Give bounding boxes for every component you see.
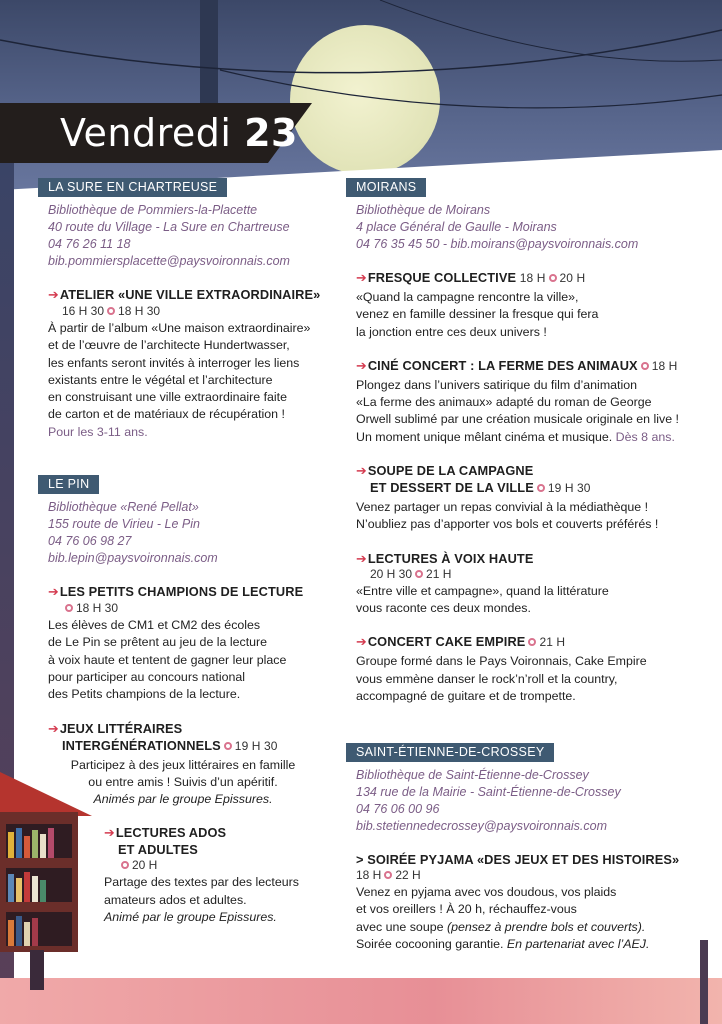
library-email: bib.lepin@paysvoironnais.com [48,551,218,566]
day-number: 23 [244,111,298,155]
event-audience: Pour les 3-11 ans. [48,424,148,439]
library-info [356,202,696,253]
library-contact: 04 76 35 45 50 - bib.moirans@paysvoironnais.com [356,237,639,251]
event-description: Plongez dans l’univers satirique du film d’animation «La ferme des animaux» adapté du roman de George Orwell sublimé par une création musicale originale en live ! Un moment unique mêlant cinéma et musique. Dès 8 ans. [356,377,679,444]
time-dot-icon [224,742,232,750]
event-fresque [356,269,696,341]
event-lectures-voix-haute [356,550,696,618]
event-time: 20 H [104,858,328,872]
event-time: 21 H [539,635,566,650]
event-title-line-2: ET DESSERT DE LA VILLE 19 H 30 [370,480,591,496]
event-audience: Dès 8 ans. [615,429,675,444]
time-dot-icon [549,274,557,282]
event-description: «Entre ville et campagne», quand la littérature vous raconte ces deux mondes. [356,583,609,615]
time-dot-icon [528,638,536,646]
time-dot-icon [537,484,545,492]
event-concert-cake-empire [356,633,696,705]
library-info [48,499,328,567]
location-tag: MOIRANS [346,178,426,197]
event-description: Participez à des jeux littéraires en famille ou entre amis ! Suivis d’un apéritif. Animés par le groupe Epissures. [38,757,328,809]
time-dot-icon [107,307,115,315]
time-dot-icon [65,604,73,612]
event-title-line-2: INTERGÉNÉRATIONNELS 19 H 30 [62,737,278,753]
arrow-icon: ➔ [356,550,367,566]
library-name: Bibliothèque de Moirans [356,203,491,217]
event-description: Partage des textes par des lecteurs amateurs ados et adultes. Animé par le groupe Epissures. [104,874,328,926]
bottom-decor-band [0,978,722,1024]
event-time: 19 H 30 [234,738,278,753]
event-soupe [356,462,696,534]
location-moirans [356,178,696,705]
event-description: Venez en pyjama avec vos doudous, vos plaids et vos oreillers ! À 20 h, réchauffez-vous avec une soupe (pensez à prendre bols et couverts). Soirée cocooning garantie. En partenariat avec l’AEJ. [356,885,650,952]
event-time: 16 H 30 18 H 30 [62,304,161,318]
location-tag: LA SURE EN CHARTREUSE [38,178,227,197]
location-tag: LE PIN [38,475,99,494]
location-saint-etienne-de-crossey [356,743,696,953]
right-column [356,178,696,953]
event-atelier [48,286,328,441]
arrow-icon: ➔ [356,634,367,650]
event-title: > SOIRÉE PYJAMA «DES JEUX ET DES HISTOIRES» [356,852,680,868]
arrow-icon: ➔ [104,825,115,841]
library-address: 40 route du Village - La Sure en Chartreuse [48,220,290,234]
event-description: Les élèves de CM1 et CM2 des écoles de Le Pin se prêtent au jeu de la lecture à voix haute et tentent de gagner leur place pour participer au concours national des Petits champions de la lecture. [48,618,287,702]
event-title: ➔LECTURES ADOS [104,825,227,841]
location-sure-en-chartreuse [48,178,328,441]
arrow-icon: ➔ [356,270,367,285]
event-time: 18 H 22 H [356,868,421,883]
event-title: ➔FRESQUE COLLECTIVE 18 H 20 H [356,270,586,285]
event-time: 18 H 20 H [519,271,586,285]
event-time: 18 H [651,358,678,373]
event-time: 19 H 30 [547,481,591,496]
event-description: À partir de l’album «Une maison extraordinaire» et de l’œuvre de l’architecte Hundertwasser, les enfants seront invités à interroger les liens existants entre le végétal et l’architecture en construisant une ville extraordinaire faite de carton et de matériaux de récupération ! Pour les 3-11 ans. [48,320,328,441]
page-title [60,106,298,160]
library-email: bib.pommiersplacette@paysvoironnais.com [48,254,290,268]
library-address: 4 place Général de Gaulle - Moirans [356,220,557,234]
library-address: 134 rue de la Mairie - Saint-Étienne-de-Crossey [356,785,621,800]
location-tag: SAINT-ÉTIENNE-DE-CROSSEY [346,743,554,762]
event-jeux-litteraires [48,720,328,809]
event-petits-champions [48,583,328,703]
time-dot-icon [415,570,423,578]
event-title: ➔ATELIER «UNE VILLE EXTRAORDINAIRE» [48,287,321,302]
library-name: Bibliothèque de Pommiers-la-Placette [48,203,258,217]
arrow-icon: ➔ [48,584,59,600]
event-credit: Animés par le groupe Epissures. [93,792,273,807]
event-description: Groupe formé dans le Pays Voironnais, Cake Empire vous emmène danser le rock’n’roll et la country, accompagné de guitare et de trompette. [356,654,647,703]
time-dot-icon [384,871,392,879]
post-illustration [700,940,708,1024]
event-prefix: > [356,852,364,868]
library-phone: 04 76 06 00 96 [356,802,440,817]
event-lectures-ados [104,824,328,926]
library-info [356,767,696,835]
event-description: Venez partager un repas convivial à la médiathèque ! N’oubliez pas d’apporter vos bols et couverts préférés ! [356,500,659,532]
event-title-line-2: ET ADULTES [118,842,198,858]
library-name: Bibliothèque de Saint-Étienne-de-Crossey [356,768,589,783]
library-address: 155 route de Virieu - Le Pin [48,517,200,532]
event-soiree-pyjama [356,851,696,953]
event-time: 20 H 30 21 H [370,566,452,581]
library-phone: 04 76 06 98 27 [48,534,132,549]
event-title: ➔CINÉ CONCERT : LA FERME DES ANIMAUX 18 H [356,357,678,373]
event-title: ➔LES PETITS CHAMPIONS DE LECTURE [48,584,304,600]
time-dot-icon [641,362,649,370]
arrow-icon: ➔ [356,357,367,373]
location-le-pin [48,475,328,926]
day-name: Vendredi [60,111,232,155]
library-phone: 04 76 26 11 18 [48,237,131,251]
library-info [48,202,328,270]
event-title: ➔LECTURES À VOIX HAUTE [356,550,534,566]
library-email: bib.stetiennedecrossey@paysvoironnais.com [356,819,608,834]
arrow-icon: ➔ [48,720,59,736]
event-time: 18 H 30 [48,601,328,615]
left-column [48,178,328,926]
event-title: ➔CONCERT CAKE EMPIRE 21 H [356,634,566,650]
event-title: ➔JEUX LITTÉRAIRES [48,720,183,736]
arrow-icon: ➔ [356,463,367,479]
event-cine-concert [356,357,696,446]
event-credit: Animé par le groupe Epissures. [104,910,277,925]
library-name: Bibliothèque «René Pellat» [48,500,199,515]
event-title: ➔SOUPE DE LA CAMPAGNE [356,463,534,479]
arrow-icon: ➔ [48,287,59,302]
event-description: «Quand la campagne rencontre la ville», venez en famille dessiner la fresque qui fera la jonction entre ces deux univers ! [356,290,599,339]
time-dot-icon [121,861,129,869]
